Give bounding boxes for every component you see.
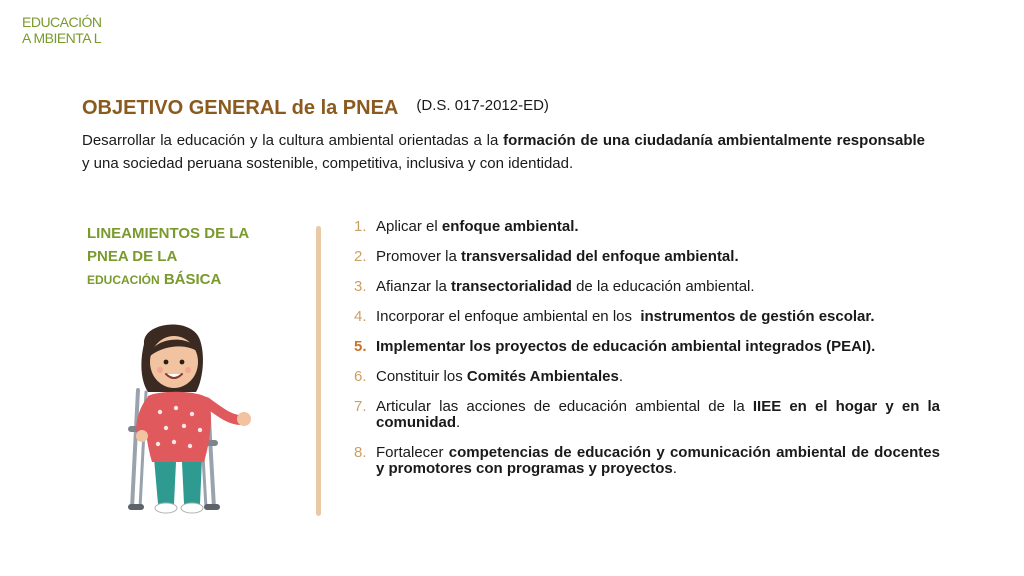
- list-item-post: de la educación ambiental.: [571, 278, 755, 295]
- list-item-text: [376, 445, 940, 477]
- list-item-number: 6.: [354, 368, 367, 385]
- list-item-number: 2.: [354, 248, 367, 265]
- lineamientos-line-3-rest: BÁSICA: [159, 271, 222, 288]
- page-title: OBJETIVO GENERAL de la PNEA: [82, 97, 399, 119]
- lineamientos-list: [354, 219, 940, 491]
- brand-line-2: A MBIENTA L: [22, 30, 102, 46]
- list-item-post: .: [618, 368, 624, 385]
- lineamientos-heading: [87, 222, 277, 292]
- objective-text-1: Desarrollar la educación y la cultura ambiental orientadas a la: [82, 132, 504, 149]
- list-item: [354, 279, 940, 295]
- list-item-bold: enfoque ambiental.: [441, 218, 579, 235]
- vertical-divider: [316, 226, 321, 516]
- objective-text-2: y una sociedad peruana sostenible, competitiva, inclusiva y con identidad.: [82, 155, 574, 172]
- decree-reference: (D.S. 017-2012-ED): [416, 97, 549, 114]
- list-item-bold: Comités Ambientales: [466, 368, 619, 385]
- list-item-bold: IIEE en el hogar y en la comunidad: [376, 398, 940, 431]
- list-item-post: .: [672, 460, 677, 477]
- lineamientos-line-1: LINEAMIENTOS DE LA: [87, 225, 250, 242]
- list-item-pre: Afianzar la: [376, 278, 452, 295]
- list-item-text: [376, 279, 940, 295]
- list-item-bold: competencias de educación y comunicación ambiental de docentes y promotores con programas y proyectos: [376, 444, 940, 477]
- list-item-text: [376, 399, 940, 431]
- list-item-number: 7.: [354, 398, 367, 415]
- list-item-number: 3.: [354, 278, 367, 295]
- list-item-pre: Constituir los: [376, 368, 467, 385]
- list-item: [354, 399, 940, 431]
- list-item-text: [376, 339, 940, 355]
- objective-bold: formación de una ciudadanía ambientalmente responsable: [503, 132, 925, 149]
- list-item-bold: Implementar los proyectos de educación ambiental integrados (PEAI).: [376, 338, 876, 355]
- list-item-text: [376, 369, 940, 385]
- list-item-text: [376, 249, 940, 265]
- list-item-bold: transversalidad del enfoque ambiental.: [461, 248, 739, 265]
- list-item: [354, 309, 940, 325]
- girl-with-crutches-illustration: [122, 322, 256, 518]
- list-item-text: [376, 309, 940, 325]
- list-item-number: 4.: [354, 308, 367, 325]
- list-item-number: 1.: [354, 218, 367, 235]
- list-item-pre: Articular las acciones de educación ambiental de la: [376, 398, 753, 415]
- list-item: [354, 369, 940, 385]
- list-item: [354, 249, 940, 265]
- brand-logo-text: [22, 14, 102, 46]
- lineamientos-line-2: PNEA DE LA: [87, 248, 178, 265]
- title-row: [82, 97, 549, 120]
- list-item-post: .: [456, 414, 461, 431]
- list-item-bold: instrumentos de gestión escolar.: [640, 308, 875, 325]
- list-item-pre: Aplicar el: [376, 218, 442, 235]
- list-item-number: 8.: [354, 444, 367, 461]
- list-item-bold: transectorialidad: [451, 278, 572, 295]
- objective-paragraph: [82, 129, 925, 175]
- brand-line-1: EDUCACIÓN: [22, 14, 102, 30]
- lineamientos-line-3-small: EDUCACIÓN: [87, 273, 160, 287]
- list-item-pre: Promover la: [376, 248, 462, 265]
- list-item-number: 5.: [354, 338, 367, 355]
- list-item: [354, 445, 940, 477]
- list-item: [354, 219, 940, 235]
- list-item: [354, 339, 940, 355]
- list-item-pre: Incorporar el enfoque ambiental en los: [376, 308, 641, 325]
- list-item-text: [376, 219, 940, 235]
- list-item-pre: Fortalecer: [376, 444, 449, 461]
